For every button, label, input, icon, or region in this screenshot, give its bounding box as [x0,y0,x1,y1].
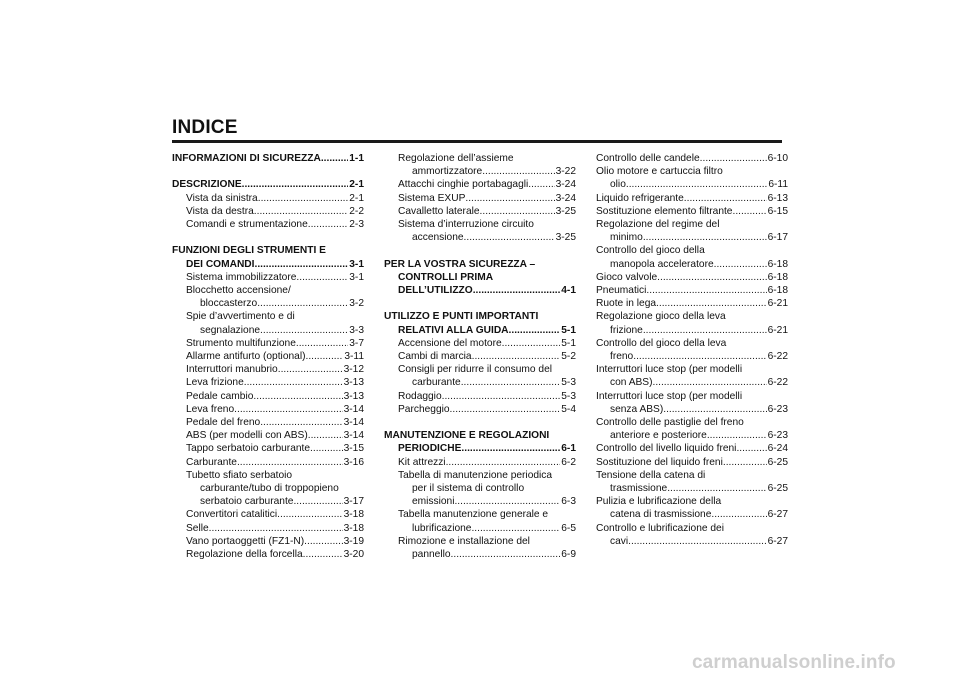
toc-entry[interactable] [384,152,576,178]
toc-page-number: 6-23 [767,403,788,415]
toc-page-number: 3-13 [343,377,364,389]
dot-leader [643,231,767,244]
toc-entry-title: Blocchetto accensione/ [186,285,291,296]
toc-entry-title: Vano portaoggetti (FZ1-N) [186,535,305,547]
toc-entry-title: INFORMAZIONI DI SICUREZZA [172,153,321,164]
dot-leader [700,152,767,165]
toc-entry-title: Tappo serbatoio carburante [186,443,311,455]
page-title: INDICE [172,117,238,138]
toc-page-number: 2-2 [349,205,364,217]
dot-leader [707,429,767,442]
toc-entry[interactable] [384,192,576,205]
toc-entry-title: Sistema d’interruzione circuito [398,219,534,231]
toc-page-number: 2-1 [349,179,364,191]
toc-page-number: 6-1 [561,443,576,455]
dot-leader [656,297,767,310]
toc-entry-title: Carburante [186,456,237,468]
dot-leader [646,284,766,297]
dot-leader [296,271,348,284]
toc-page-number: 1-1 [349,153,364,164]
toc-entry[interactable] [172,218,364,231]
toc-entry-title-continued: DELL’UTILIZZO [398,285,473,297]
toc-entry[interactable] [596,495,788,521]
toc-entry[interactable] [172,350,364,363]
toc-entry[interactable] [596,363,788,389]
dot-leader [464,231,555,244]
toc-entry-title: Vista da destra [186,205,254,217]
toc-entry[interactable] [384,205,576,218]
toc-entry[interactable] [384,469,576,509]
toc-page-number: 5-3 [561,377,576,389]
toc-column-1 [172,152,364,561]
toc-page-number: 6-11 [768,179,788,191]
toc-entry[interactable] [384,258,576,298]
toc-entry-title: Kit attrezzi [398,456,446,468]
toc-entry[interactable] [172,548,364,561]
toc-entry[interactable] [384,508,576,534]
toc-page-number: 3-11 [344,351,364,363]
dot-leader [260,324,348,337]
toc-entry-title: Regolazione della forcella [186,549,303,561]
dot-leader [242,178,349,191]
toc-entry-title: Rodaggio [398,390,442,402]
toc-entry-title-continued: frizione [610,324,643,336]
toc-entry-title: Cavalletto laterale [398,205,480,217]
toc-entry-title-continued: trasmissione [610,483,668,495]
dot-leader [308,429,343,442]
toc-entry-title-continued: per il sistema di controllo [412,483,525,495]
toc-page-number: 6-25 [767,483,788,495]
toc-entry[interactable] [172,244,364,270]
dot-leader [711,508,766,521]
toc-entry[interactable] [384,535,576,561]
toc-entry-title: Pulizia e lubrificazione della [596,496,722,508]
toc-entry-title-continued: carburante/tubo di troppopieno [200,483,339,495]
toc-column-3 [596,152,788,548]
toc-entry-title: Controllo del gioco della leva [596,337,727,349]
title-rule [172,140,782,143]
toc-entry-title: ABS (per modelli con ABS) [186,430,308,442]
dot-leader [473,284,561,297]
toc-entry-title-continued: RELATIVI ALLA GUIDA [398,324,509,336]
toc-entry-title-continued: bloccasterzo [200,298,258,310]
dot-leader [502,337,561,350]
toc-page-number: 3-14 [343,417,364,429]
toc-page-number: 3-14 [343,430,364,442]
toc-entry[interactable] [172,442,364,455]
toc-entry[interactable] [596,205,788,218]
dot-leader [461,442,560,455]
toc-page-number: 3-20 [343,549,364,561]
toc-entry[interactable] [596,310,788,336]
dot-leader [258,192,349,205]
dot-leader [446,456,561,469]
toc-entry-title-continued: carburante [412,377,461,389]
toc-entry-title: Leva frizione [186,377,244,389]
toc-page-number: 4-1 [561,285,576,297]
toc-entry-title-continued: catena di trasmissione [610,509,712,521]
toc-page-number: 3-24 [555,192,576,204]
dot-leader [304,535,342,548]
toc-page-number: 5-1 [561,324,576,336]
toc-entry-title-continued: manopola acceleratore [610,258,714,270]
watermark: carmanualsonline.info [692,652,896,673]
toc-entry-title: PER LA VOSTRA SICUREZZA – [384,258,536,270]
toc-page-number: 6-22 [767,377,788,389]
toc-entry[interactable] [172,456,364,469]
toc-page-number: 3-7 [349,337,364,349]
toc-page-number: 6-17 [767,232,788,244]
toc-page-number: 5-3 [561,390,576,402]
dot-leader [465,192,554,205]
toc-page-number: 3-18 [343,522,364,534]
dot-leader [237,456,343,469]
dot-leader [509,324,561,337]
dot-leader [254,205,348,218]
toc-entry-title: Allarme antifurto (optional) [186,351,306,363]
toc-entry-title: Rimozione e installazione del [398,535,530,547]
dot-leader [714,258,767,271]
toc-entry-title: Sistema immobilizzatore [186,271,297,283]
dot-leader [257,297,348,310]
toc-entry-title-continued: emissioni [412,496,455,508]
toc-entry[interactable] [172,152,364,165]
toc-entry[interactable] [172,403,364,416]
toc-entry[interactable] [172,416,364,429]
toc-page-number: 3-1 [349,258,364,270]
toc-entry[interactable] [172,337,364,350]
toc-entry[interactable] [384,363,576,389]
toc-entry-title: Attacchi cinghie portabagagli [398,179,529,191]
dot-leader [310,442,343,455]
dot-leader [450,403,561,416]
toc-entry[interactable] [172,363,364,376]
toc-entry[interactable] [596,390,788,416]
toc-page-number: 3-24 [555,179,576,191]
toc-page-number: 3-19 [343,535,364,547]
toc-page-number: 3-25 [555,232,576,244]
toc-entry-title: Leva freno [186,403,235,415]
toc-column-2 [384,152,576,561]
toc-entry[interactable] [596,284,788,297]
toc-entry-title: Accensione del motore [398,337,502,349]
toc-entry[interactable] [384,403,576,416]
dot-leader [451,548,561,561]
toc-entry-title: Gioco valvole [596,271,658,283]
toc-page-number: 3-3 [349,324,364,336]
toc-entry-title: Regolazione del regime del [596,219,720,231]
toc-page-number: 6-24 [767,443,788,455]
dot-leader [321,152,348,165]
dot-leader [723,456,767,469]
toc-entry[interactable] [172,310,364,336]
toc-entry-title: DESCRIZIONE [172,179,242,191]
toc-page-number: 6-22 [767,351,788,363]
toc-entry-title-continued: pannello [412,549,451,561]
toc-entry-title-continued: serbatoio carburante [200,496,294,508]
toc-entry[interactable] [172,376,364,389]
dot-leader [684,192,767,205]
dot-leader [442,390,561,403]
toc-entry[interactable] [172,271,364,284]
toc-entry-title: Interruttori luce stop (per modelli [596,390,743,402]
toc-entry-title-continued: freno [610,351,634,363]
toc-entry[interactable] [596,456,788,469]
toc-page-number: 6-23 [767,430,788,442]
toc-entry[interactable] [384,218,576,244]
toc-entry-title: Controllo delle pastiglie del freno [596,417,744,429]
toc-page-number: 3-2 [349,298,364,310]
dot-leader [667,482,766,495]
toc-entry-title-continued: minimo [610,232,643,244]
dot-leader [482,165,554,178]
toc-entry-title: FUNZIONI DEGLI STRUMENTI E [172,245,326,257]
toc-entry-title: Regolazione gioco della leva [596,311,726,323]
toc-entry[interactable] [172,508,364,521]
dot-leader [732,205,766,218]
toc-page-number: 5-4 [561,403,576,415]
toc-entry-title-continued: con ABS) [610,377,653,389]
toc-entry[interactable] [384,178,576,191]
dot-leader [454,495,560,508]
dot-leader [657,271,766,284]
toc-entry-title-continued: olio [610,179,626,191]
toc-entry[interactable] [596,165,788,191]
toc-entry[interactable] [596,192,788,205]
toc-entry-title: Ruote in lega [596,298,657,310]
toc-entry[interactable] [172,178,364,191]
toc-page-number: 6-2 [561,456,576,468]
toc-page-number: 3-13 [343,390,364,402]
toc-page-number: 2-1 [349,192,364,204]
toc-entry-title: Cambi di marcia [398,351,472,363]
toc-page-number: 5-1 [561,337,576,349]
dot-leader [305,350,343,363]
toc-entry-title: Tabella di manutenzione periodica [398,469,553,481]
toc-entry[interactable] [596,244,788,270]
toc-entry-title-continued: DEI COMANDI [186,258,255,270]
toc-entry-title-continued: ammortizzatore [412,166,483,178]
toc-entry-title-continued: accensione [412,232,464,244]
dot-leader [253,390,342,403]
toc-entry[interactable] [596,297,788,310]
toc-entry[interactable] [172,469,364,509]
toc-entry[interactable] [172,429,364,442]
toc-page-number: 6-27 [767,535,788,547]
toc-entry[interactable] [172,390,364,403]
toc-page-number: 3-14 [343,403,364,415]
toc-page-number: 6-25 [767,456,788,468]
toc-page-number: 3-15 [343,443,364,455]
toc-entry-title: Comandi e strumentazione [186,219,308,230]
toc-entry[interactable] [384,350,576,363]
toc-entry-title: Sostituzione elemento filtrante [596,205,733,217]
toc-entry-title: Consigli per ridurre il consumo del [398,364,553,376]
dot-leader [209,522,343,535]
dot-leader [633,350,766,363]
toc-page-number: 3-18 [343,509,364,521]
toc-entry-title: Convertitori catalitici [186,509,278,521]
toc-entry[interactable] [596,469,788,495]
toc-entry[interactable] [596,442,788,455]
toc-entry[interactable] [172,284,364,310]
toc-page-number: 3-16 [343,456,364,468]
dot-leader [296,337,348,350]
toc-entry-title: Pedale cambio [186,390,254,402]
toc-entry-title-continued: lubrificazione [412,522,472,534]
toc-entry-title: UTILIZZO E PUNTI IMPORTANTI [384,311,539,323]
toc-page-number: 3-12 [343,364,364,376]
toc-page-number: 3-25 [555,205,576,217]
toc-entry-title: Controllo delle candele [596,153,700,164]
toc-entry-title-continued: CONTROLLI PRIMA [398,271,494,283]
toc-entry-title: Controllo del gioco della [596,245,705,257]
toc-entry-title: Olio motore e cartuccia filtro [596,166,723,178]
dot-leader [471,522,560,535]
toc-page-number: 6-21 [767,298,788,310]
toc-entry[interactable] [596,416,788,442]
toc-entry-title: Interruttori manubrio [186,364,278,376]
dot-leader [736,442,766,455]
dot-leader [626,178,768,191]
toc-entry-title-continued: PERIODICHE [398,443,462,455]
toc-entry-title: Sistema EXUP [398,192,466,204]
toc-entry[interactable] [596,152,788,165]
toc-entry-title-continued: senza ABS) [610,403,664,415]
toc-page-number: 6-18 [767,285,788,297]
dot-leader [643,324,767,337]
toc-page-number: 6-21 [767,324,788,336]
toc-entry-title: Strumento multifunzione [186,337,296,349]
toc-entry-title: Tubetto sfiato serbatoio [186,469,293,481]
dot-leader [480,205,555,218]
dot-leader [254,258,348,271]
dot-leader [234,403,342,416]
dot-leader [472,350,561,363]
toc-entry[interactable] [596,522,788,548]
toc-entry-title: Tabella manutenzione generale e [398,509,549,521]
toc-page-number: 6-3 [561,496,576,508]
dot-leader [652,376,766,389]
dot-leader [461,376,561,389]
toc-page-number: 6-18 [767,271,788,283]
toc-entry[interactable] [384,337,576,350]
toc-entry-title: Sostituzione del liquido freni [596,456,723,468]
toc-page-number: 2-3 [349,219,364,230]
dot-leader [308,218,349,231]
toc-entry[interactable] [172,192,364,205]
toc-page-number: 6-13 [767,192,788,204]
toc-entry-title: Liquido refrigerante [596,192,684,204]
toc-page-number: 6-18 [767,258,788,270]
toc-page-number: 6-27 [767,509,788,521]
toc-entry[interactable] [172,205,364,218]
toc-entry-title-continued: segnalazione [200,324,261,336]
dot-leader [277,508,342,521]
toc-page-number: 6-15 [767,205,788,217]
dot-leader [278,363,343,376]
toc-entry-title: Controllo del livello liquido freni [596,443,737,455]
toc-entry[interactable] [596,218,788,244]
toc-entry[interactable] [384,429,576,455]
toc-page-number: 5-2 [561,351,576,363]
toc-entry-title: Regolazione dell’assieme [398,153,514,164]
toc-entry-title: Pedale del freno [186,417,261,429]
toc-entry[interactable] [172,535,364,548]
toc-entry-title: Controllo e lubrificazione dei [596,522,724,534]
toc-entry[interactable] [384,310,576,336]
toc-entry-title-continued: cavi [610,535,629,547]
dot-leader [528,178,554,191]
dot-leader [260,416,342,429]
toc-entry[interactable] [596,271,788,284]
toc-entry[interactable] [172,522,364,535]
toc-page-number: 6-10 [767,153,788,164]
toc-page-number: 6-5 [561,522,576,534]
toc-entry[interactable] [596,337,788,363]
toc-entry-title: Spie d’avvertimento e di [186,311,295,323]
dot-leader [293,495,342,508]
dot-leader [663,403,766,416]
dot-leader [628,535,766,548]
toc-entry-title: Vista da sinistra [186,192,258,204]
dot-leader [303,548,343,561]
toc-entry-title: Pneumatici [596,285,647,297]
dot-leader [244,376,343,389]
toc-page-number: 3-17 [343,496,364,508]
toc-page-number: 3-1 [349,271,364,283]
toc-page-number: 3-22 [555,166,576,178]
toc-entry-title: Parcheggio [398,403,450,415]
toc-entry-title: Selle [186,522,209,534]
toc-entry[interactable] [384,390,576,403]
toc-entry-title-continued: anteriore e posteriore [610,430,707,442]
toc-entry-title: MANUTENZIONE E REGOLAZIONI [384,430,550,442]
toc-page-number: 6-9 [561,549,576,561]
toc-entry-title: Interruttori luce stop (per modelli [596,364,743,376]
toc-entry-title: Tensione della catena di [596,469,706,481]
toc-entry[interactable] [384,456,576,469]
